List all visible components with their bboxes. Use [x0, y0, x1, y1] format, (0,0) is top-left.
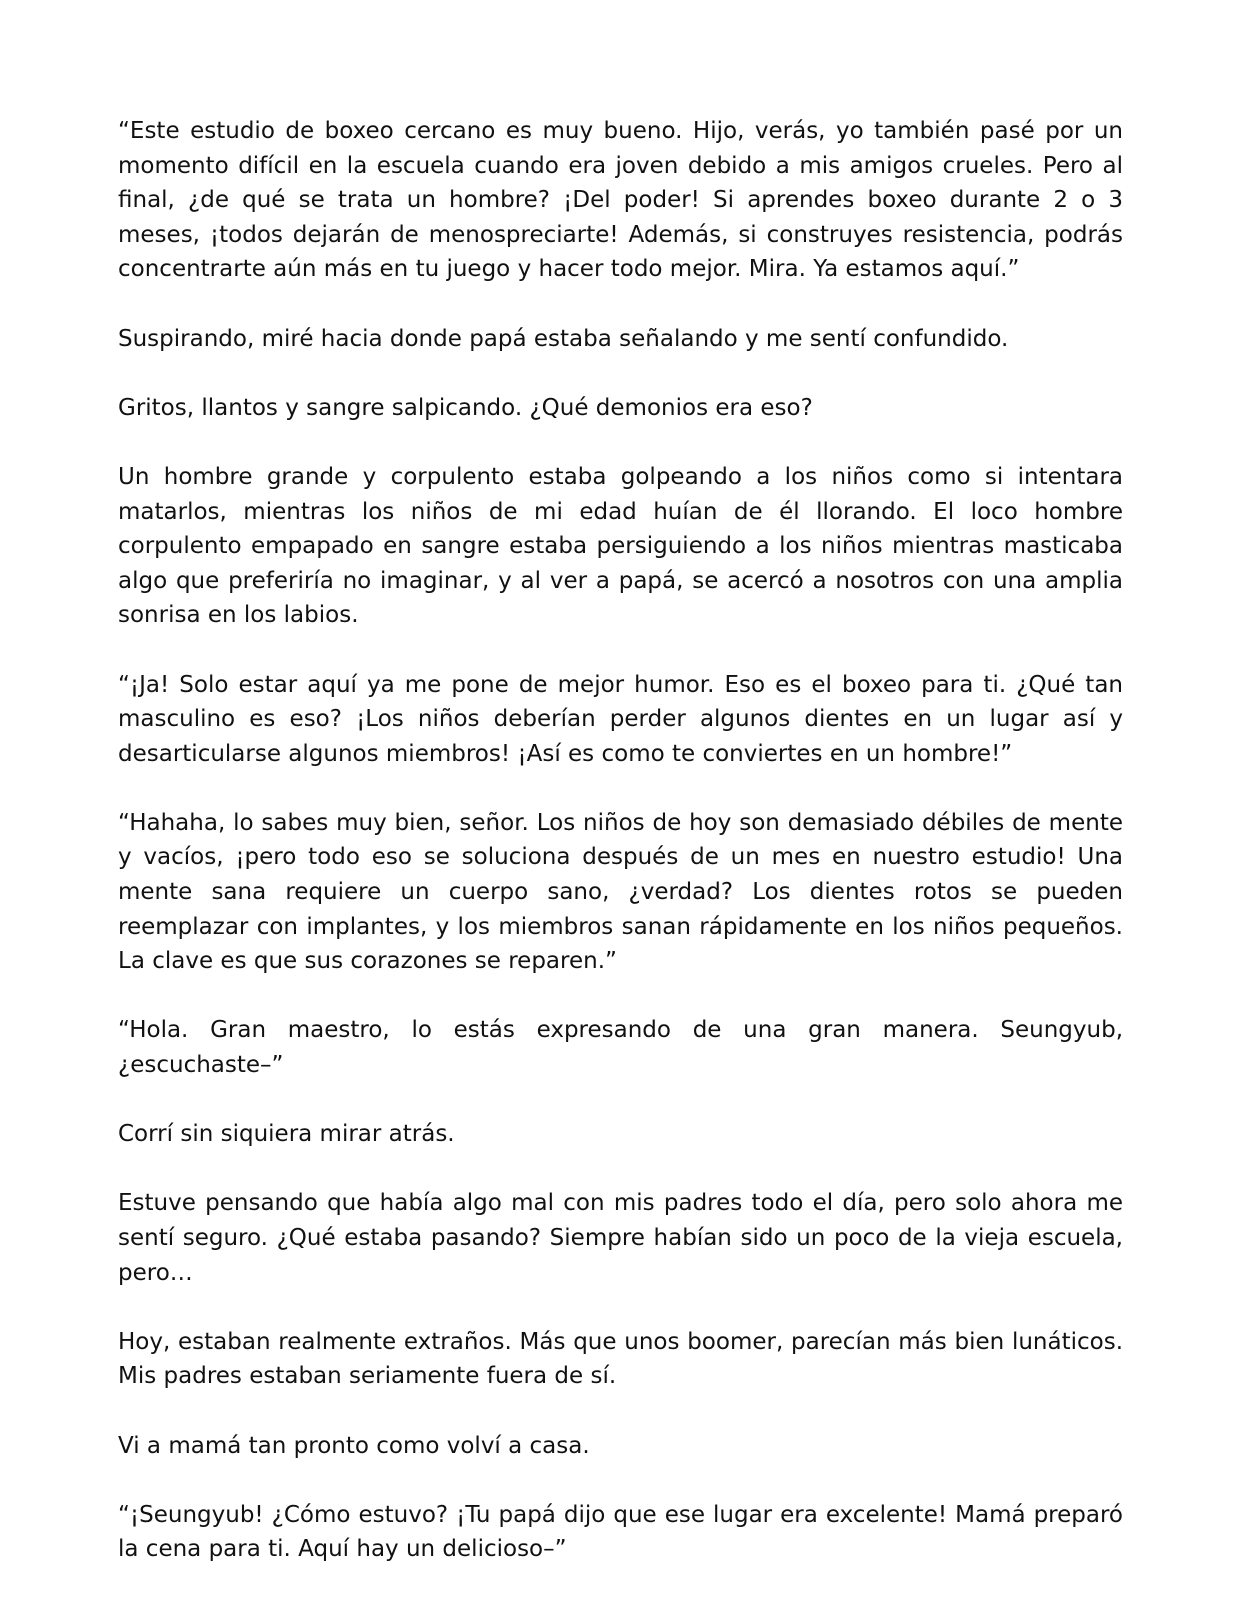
- paragraph: “Hahaha, lo sabes muy bien, señor. Los niños de hoy son demasiado débiles de mente y vacíos, ¡pero todo eso se soluciona después de un mes en nuestro estudio! Una mente sana requiere un cuerpo sano, ¿verdad? Los dientes rotos se pueden reemplazar con implantes, y los miembros sanan rápidamente en los niños pequeños. La clave es que sus corazones se reparen.”: [118, 809, 1123, 975]
- paragraph: “¡Seungyub! ¿Cómo estuvo? ¡Tu papá dijo que ese lugar era excelente! Mamá preparó la cena para ti. Aquí hay un delicioso–”: [118, 1501, 1123, 1563]
- paragraph: “Hola. Gran maestro, lo estás expresando de una gran manera. Seungyub, ¿escuchaste–”: [118, 1017, 1123, 1079]
- paragraph: Estuve pensando que había algo mal con mis padres todo el día, pero solo ahora me sentí seguro. ¿Qué estaba pasando? Siempre habían sido un poco de la vieja escuela, pero…: [118, 1190, 1123, 1286]
- paragraph: Hoy, estaban realmente extraños. Más que unos boomer, parecían más bien lunáticos. Mis padres estaban seriamente fuera de sí.: [118, 1328, 1123, 1390]
- paragraph: Corrí sin siquiera mirar atrás.: [118, 1121, 455, 1148]
- paragraph: “¡Ja! Solo estar aquí ya me pone de mejor humor. Eso es el boxeo para ti. ¿Qué tan masculino es eso? ¡Los niños deberían perder algunos dientes en un lugar así y desarticularse algunos miembros! ¡Así es como te conviertes en un hombre!”: [118, 671, 1123, 767]
- paragraph: Un hombre grande y corpulento estaba golpeando a los niños como si intentara matarlos, mientras los niños de mi edad huían de él llorando. El loco hombre corpulento empapado en sangre estaba persiguiendo a los niños mientras masticaba algo que preferiría no imaginar, y al ver a papá, se acercó a nosotros con una amplia sonrisa en los labios.: [118, 463, 1123, 629]
- paragraph: Suspirando, miré hacia donde papá estaba señalando y me sentí confundido.: [118, 325, 1009, 352]
- paragraph: Gritos, llantos y sangre salpicando. ¿Qué demonios era eso?: [118, 394, 813, 421]
- document-body: [118, 114, 1123, 1602]
- paragraph: Vi a mamá tan pronto como volví a casa.: [118, 1432, 590, 1459]
- paragraph: “Este estudio de boxeo cercano es muy bueno. Hijo, verás, yo también pasé por un momento difícil en la escuela cuando era joven debido a mis amigos crueles. Pero al final, ¿de qué se trata un hombre? ¡Del poder! Si aprendes boxeo durante 2 o 3 meses, ¡todos dejarán de menospreciarte! Además, si construyes resistencia, podrás concentrarte aún más en tu juego y hacer todo mejor. Mira. Ya estamos aquí.”: [118, 118, 1123, 283]
